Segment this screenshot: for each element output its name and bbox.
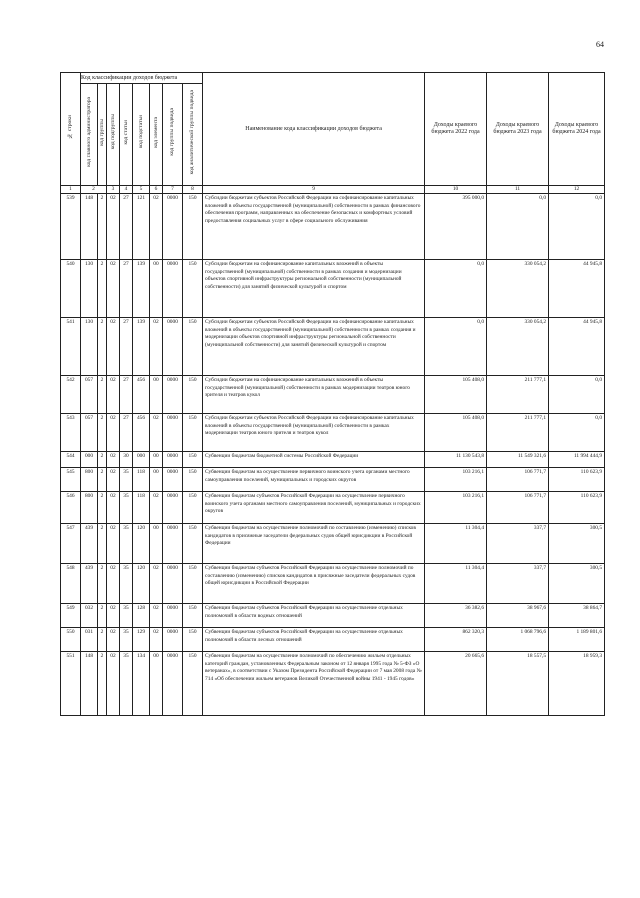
admin-code-cell: 130: [81, 260, 98, 318]
article-code-cell: 27: [120, 376, 133, 414]
article-code-cell: 30: [120, 452, 133, 468]
subgroup-code-cell: 02: [107, 628, 120, 652]
column-number: 2: [81, 186, 107, 194]
element-code-cell: 02: [150, 564, 163, 604]
subtype-code-cell: 0000: [163, 376, 183, 414]
row-number-cell: 548: [61, 564, 81, 604]
subarticle-code-cell: 121: [133, 194, 150, 260]
group-code-cell: 2: [98, 376, 107, 414]
table-row: [61, 376, 605, 414]
analytic-code-cell: 150: [183, 260, 203, 318]
income-name-cell: Субсидии бюджетам субъектов Российской Федерации на софинансирование капитальных вложений в объекты государственной (муниципальной) собственности в рамках финансового обеспечения программ, направленных на обеспечение безопасных и комфортных условий предоставления социальных услуг в сфере социального обслуживания: [203, 194, 425, 260]
name-column-header: Наименование кода классификации доходов бюджета: [203, 73, 425, 186]
income-2023-cell: 211 777,1: [487, 414, 549, 452]
subgroup-code-cell: 02: [107, 194, 120, 260]
code-column-header: код элемента: [150, 84, 163, 186]
element-code-cell: 00: [150, 524, 163, 564]
income-name-cell: Субсидии бюджетам субъектов Российской Федерации на софинансирование капитальных вложений в объекты государственной (муниципальной) собственности в рамках создания и модернизации объектов спортивной инфраструктуры региональной собственности (муниципальной собственности) для занятий физической культурой и спортом: [203, 318, 425, 376]
group-code-cell: 2: [98, 524, 107, 564]
income-2023-cell: 1 068 796,6: [487, 628, 549, 652]
article-code-cell: 35: [120, 468, 133, 492]
column-number: 11: [487, 186, 549, 194]
analytic-code-cell: 150: [183, 564, 203, 604]
article-code-cell: 35: [120, 524, 133, 564]
admin-code-cell: 057: [81, 376, 98, 414]
income-2024-cell: 18 959,3: [549, 652, 605, 716]
row-number-cell: 544: [61, 452, 81, 468]
admin-code-cell: 800: [81, 492, 98, 524]
income-name-cell: Субсидии бюджетам на софинансирование капитальных вложений в объекты государственной (муниципальной) собственности в рамках модернизации театров юного зрителя и театров кукол: [203, 376, 425, 414]
subarticle-code-cell: 120: [133, 524, 150, 564]
admin-code-cell: 130: [81, 318, 98, 376]
income-2022-header: Доходы краевого бюджета 2022 года: [425, 73, 487, 186]
table-body: [61, 194, 605, 716]
row-number-cell: 543: [61, 414, 81, 452]
income-name-cell: Субвенции бюджетам субъектов Российской Федерации на осуществление отдельных полномочий в области водных отношений: [203, 604, 425, 628]
column-number: 3: [107, 186, 120, 194]
income-name-cell: Субвенции бюджетам субъектов Российской Федерации на осуществление полномочий по составлению (изменению) списков кандидатов в присяжные заседатели федеральных судов общей юрисдикции в Российской Федерации: [203, 564, 425, 604]
subgroup-code-cell: 02: [107, 260, 120, 318]
income-2022-cell: 0,0: [425, 318, 487, 376]
income-2022-cell: 105 408,0: [425, 414, 487, 452]
income-2023-cell: 106 771,7: [487, 492, 549, 524]
code-column-header: код подстатьи: [133, 84, 150, 186]
group-code-cell: 2: [98, 628, 107, 652]
subtype-code-cell: 0000: [163, 318, 183, 376]
page-number: 64: [596, 40, 604, 49]
group-code-cell: 2: [98, 194, 107, 260]
column-number: 7: [163, 186, 183, 194]
article-code-cell: 35: [120, 564, 133, 604]
row-number-cell: 540: [61, 260, 81, 318]
group-code-cell: 2: [98, 492, 107, 524]
row-number-cell: 542: [61, 376, 81, 414]
income-name-cell: Субвенции бюджетам бюджетной системы Российской Федерации: [203, 452, 425, 468]
table-row: [61, 260, 605, 318]
analytic-code-cell: 150: [183, 628, 203, 652]
table-row: [61, 492, 605, 524]
analytic-code-cell: 150: [183, 524, 203, 564]
subarticle-code-cell: 139: [133, 260, 150, 318]
admin-code-cell: 031: [81, 628, 98, 652]
income-2024-header: Доходы краевого бюджета 2024 года: [549, 73, 605, 186]
analytic-code-cell: 150: [183, 414, 203, 452]
element-code-cell: 02: [150, 194, 163, 260]
income-name-cell: Субвенции бюджетам на осуществление полномочий по составлению (изменению) списков кандидатов в присяжные заседатели федеральных судов общей юрисдикции в Российской Федерации: [203, 524, 425, 564]
code-column-header: код аналитической группы подвида: [183, 84, 203, 186]
article-code-cell: 35: [120, 628, 133, 652]
row-number-cell: 550: [61, 628, 81, 652]
table-row: [61, 564, 605, 604]
subtype-code-cell: 0000: [163, 524, 183, 564]
element-code-cell: 00: [150, 376, 163, 414]
row-number-cell: 549: [61, 604, 81, 628]
admin-code-cell: 057: [81, 414, 98, 452]
analytic-code-cell: 150: [183, 492, 203, 524]
income-2022-cell: 11 304,4: [425, 564, 487, 604]
subtype-code-cell: 0000: [163, 492, 183, 524]
article-code-cell: 27: [120, 194, 133, 260]
column-number: 10: [425, 186, 487, 194]
income-2022-cell: 103 216,1: [425, 492, 487, 524]
element-code-cell: 00: [150, 452, 163, 468]
element-code-cell: 02: [150, 492, 163, 524]
row-number-cell: 545: [61, 468, 81, 492]
subgroup-code-cell: 02: [107, 376, 120, 414]
income-2023-cell: 0,0: [487, 194, 549, 260]
admin-code-cell: 148: [81, 194, 98, 260]
article-code-cell: 35: [120, 604, 133, 628]
group-code-cell: 2: [98, 318, 107, 376]
income-name-cell: Субвенции бюджетам на осуществление полномочий по обеспечению жильем отдельных категорий граждан, установленных Федеральным законом от 12 января 1995 года № 5-ФЗ «О ветеранах», в соответствии с Указом Президента Российской Федерации от 7 мая 2008 года № 714 «Об обеспечении жильем ветеранов Великой Отечественной войны 1941 - 1945 годов»: [203, 652, 425, 716]
table-header: [61, 73, 605, 194]
subgroup-code-cell: 02: [107, 492, 120, 524]
column-number: 9: [203, 186, 425, 194]
code-column-header: код главного администратора: [81, 84, 98, 186]
table-row: [61, 414, 605, 452]
subgroup-code-cell: 02: [107, 564, 120, 604]
row-number-cell: 539: [61, 194, 81, 260]
income-2024-cell: 110 623,9: [549, 468, 605, 492]
group-code-cell: 2: [98, 604, 107, 628]
income-2023-cell: 337,7: [487, 524, 549, 564]
income-2024-cell: 44 945,8: [549, 260, 605, 318]
income-2024-cell: 38 864,7: [549, 604, 605, 628]
income-name-cell: Субвенции бюджетам субъектов Российской Федерации на осуществление отдельных полномочий в области лесных отношений: [203, 628, 425, 652]
income-2023-cell: 211 777,1: [487, 376, 549, 414]
subarticle-code-cell: 000: [133, 452, 150, 468]
column-number: 4: [120, 186, 133, 194]
table-row: [61, 604, 605, 628]
row-number-cell: 541: [61, 318, 81, 376]
income-2024-cell: 1 189 801,6: [549, 628, 605, 652]
admin-code-cell: 439: [81, 524, 98, 564]
column-number-row: [61, 186, 605, 194]
subarticle-code-cell: 118: [133, 492, 150, 524]
income-name-cell: Субсидии бюджетам на софинансирование капитальных вложений в объекты государственной (муниципальной) собственности в рамках создания и модернизации объектов спортивной инфраструктуры региональной собственности (муниципальной собственности) для занятий физической культурой и спортом: [203, 260, 425, 318]
code-column-header: код группы: [98, 84, 107, 186]
income-2022-cell: 11 130 543,8: [425, 452, 487, 468]
subarticle-code-cell: 456: [133, 376, 150, 414]
row-number-header: № строки: [61, 73, 81, 186]
subgroup-code-cell: 02: [107, 524, 120, 564]
article-code-cell: 27: [120, 414, 133, 452]
article-code-cell: 27: [120, 318, 133, 376]
income-2024-cell: 0,0: [549, 414, 605, 452]
subgroup-code-cell: 02: [107, 452, 120, 468]
budget-income-table: [60, 72, 605, 716]
table-row: [61, 652, 605, 716]
group-code-cell: 2: [98, 468, 107, 492]
code-group-header: Код классификации доходов бюджета: [81, 73, 203, 84]
element-code-cell: 02: [150, 318, 163, 376]
subtype-code-cell: 0000: [163, 564, 183, 604]
admin-code-cell: 148: [81, 652, 98, 716]
subgroup-code-cell: 02: [107, 652, 120, 716]
income-2023-cell: 330 054,2: [487, 260, 549, 318]
income-2022-cell: 36 382,6: [425, 604, 487, 628]
element-code-cell: 02: [150, 628, 163, 652]
analytic-code-cell: 150: [183, 318, 203, 376]
income-name-cell: Субсидии бюджетам субъектов Российской Федерации на софинансирование капитальных вложений в объекты государственной (муниципальной) собственности в рамках модернизации театров юного зрителя и театров кукол: [203, 414, 425, 452]
group-code-cell: 2: [98, 452, 107, 468]
subtype-code-cell: 0000: [163, 452, 183, 468]
subarticle-code-cell: 139: [133, 318, 150, 376]
subtype-code-cell: 0000: [163, 194, 183, 260]
column-number: 8: [183, 186, 203, 194]
element-code-cell: 00: [150, 468, 163, 492]
subgroup-code-cell: 02: [107, 468, 120, 492]
group-code-cell: 2: [98, 414, 107, 452]
income-2022-cell: 20 665,6: [425, 652, 487, 716]
row-number-cell: 546: [61, 492, 81, 524]
table-row: [61, 628, 605, 652]
element-code-cell: 00: [150, 652, 163, 716]
row-number-cell: 547: [61, 524, 81, 564]
income-name-cell: Субвенции бюджетам субъектов Российской Федерации на осуществление первичного воинского учета органами местного самоуправления поселений, муниципальных и городских округов: [203, 492, 425, 524]
analytic-code-cell: 150: [183, 652, 203, 716]
code-column-header: код подгруппы: [107, 84, 120, 186]
subtype-code-cell: 0000: [163, 260, 183, 318]
subtype-code-cell: 0000: [163, 468, 183, 492]
income-2022-cell: 105 408,0: [425, 376, 487, 414]
income-name-cell: Субвенции бюджетам на осуществление первичного воинского учета органами местного самоуправления поселений, муниципальных и городских округов: [203, 468, 425, 492]
code-column-header: код группы подвида: [163, 84, 183, 186]
income-2023-cell: 11 549 321,6: [487, 452, 549, 468]
income-2024-cell: 110 623,9: [549, 492, 605, 524]
article-code-cell: 35: [120, 652, 133, 716]
row-number-cell: 551: [61, 652, 81, 716]
income-2023-cell: 38 967,6: [487, 604, 549, 628]
column-number: 1: [61, 186, 81, 194]
income-2022-cell: 862 320,3: [425, 628, 487, 652]
admin-code-cell: 439: [81, 564, 98, 604]
income-2022-cell: 11 304,4: [425, 524, 487, 564]
element-code-cell: 02: [150, 414, 163, 452]
income-2022-cell: 0,0: [425, 260, 487, 318]
income-2023-cell: 18 557,5: [487, 652, 549, 716]
income-2022-cell: 103 216,1: [425, 468, 487, 492]
column-number: 6: [150, 186, 163, 194]
income-2023-cell: 106 771,7: [487, 468, 549, 492]
subarticle-code-cell: 134: [133, 652, 150, 716]
group-code-cell: 2: [98, 652, 107, 716]
column-number: 12: [549, 186, 605, 194]
admin-code-cell: 000: [81, 452, 98, 468]
article-code-cell: 35: [120, 492, 133, 524]
income-2024-cell: 11 994 444,9: [549, 452, 605, 468]
subtype-code-cell: 0000: [163, 604, 183, 628]
subtype-code-cell: 0000: [163, 652, 183, 716]
admin-code-cell: 800: [81, 468, 98, 492]
element-code-cell: 02: [150, 604, 163, 628]
analytic-code-cell: 150: [183, 468, 203, 492]
admin-code-cell: 032: [81, 604, 98, 628]
income-2023-header: Доходы краевого бюджета 2023 года: [487, 73, 549, 186]
article-code-cell: 27: [120, 260, 133, 318]
group-code-cell: 2: [98, 260, 107, 318]
income-2024-cell: 0,0: [549, 376, 605, 414]
column-number: 5: [133, 186, 150, 194]
income-2024-cell: 44 945,8: [549, 318, 605, 376]
income-2023-cell: 330 054,2: [487, 318, 549, 376]
analytic-code-cell: 150: [183, 376, 203, 414]
group-code-cell: 2: [98, 564, 107, 604]
code-column-header: код статьи: [120, 84, 133, 186]
table-row: [61, 194, 605, 260]
subarticle-code-cell: 128: [133, 604, 150, 628]
income-2024-cell: 0,0: [549, 194, 605, 260]
income-2022-cell: 395 000,0: [425, 194, 487, 260]
table-row: [61, 452, 605, 468]
income-2024-cell: 300,5: [549, 524, 605, 564]
subgroup-code-cell: 02: [107, 318, 120, 376]
table-row: [61, 524, 605, 564]
income-2024-cell: 300,5: [549, 564, 605, 604]
subarticle-code-cell: 118: [133, 468, 150, 492]
table-row: [61, 468, 605, 492]
analytic-code-cell: 150: [183, 194, 203, 260]
element-code-cell: 00: [150, 260, 163, 318]
subtype-code-cell: 0000: [163, 414, 183, 452]
subtype-code-cell: 0000: [163, 628, 183, 652]
analytic-code-cell: 150: [183, 604, 203, 628]
table-row: [61, 318, 605, 376]
subarticle-code-cell: 456: [133, 414, 150, 452]
subarticle-code-cell: 129: [133, 628, 150, 652]
analytic-code-cell: 150: [183, 452, 203, 468]
income-2023-cell: 337,7: [487, 564, 549, 604]
subarticle-code-cell: 120: [133, 564, 150, 604]
subgroup-code-cell: 02: [107, 604, 120, 628]
subgroup-code-cell: 02: [107, 414, 120, 452]
